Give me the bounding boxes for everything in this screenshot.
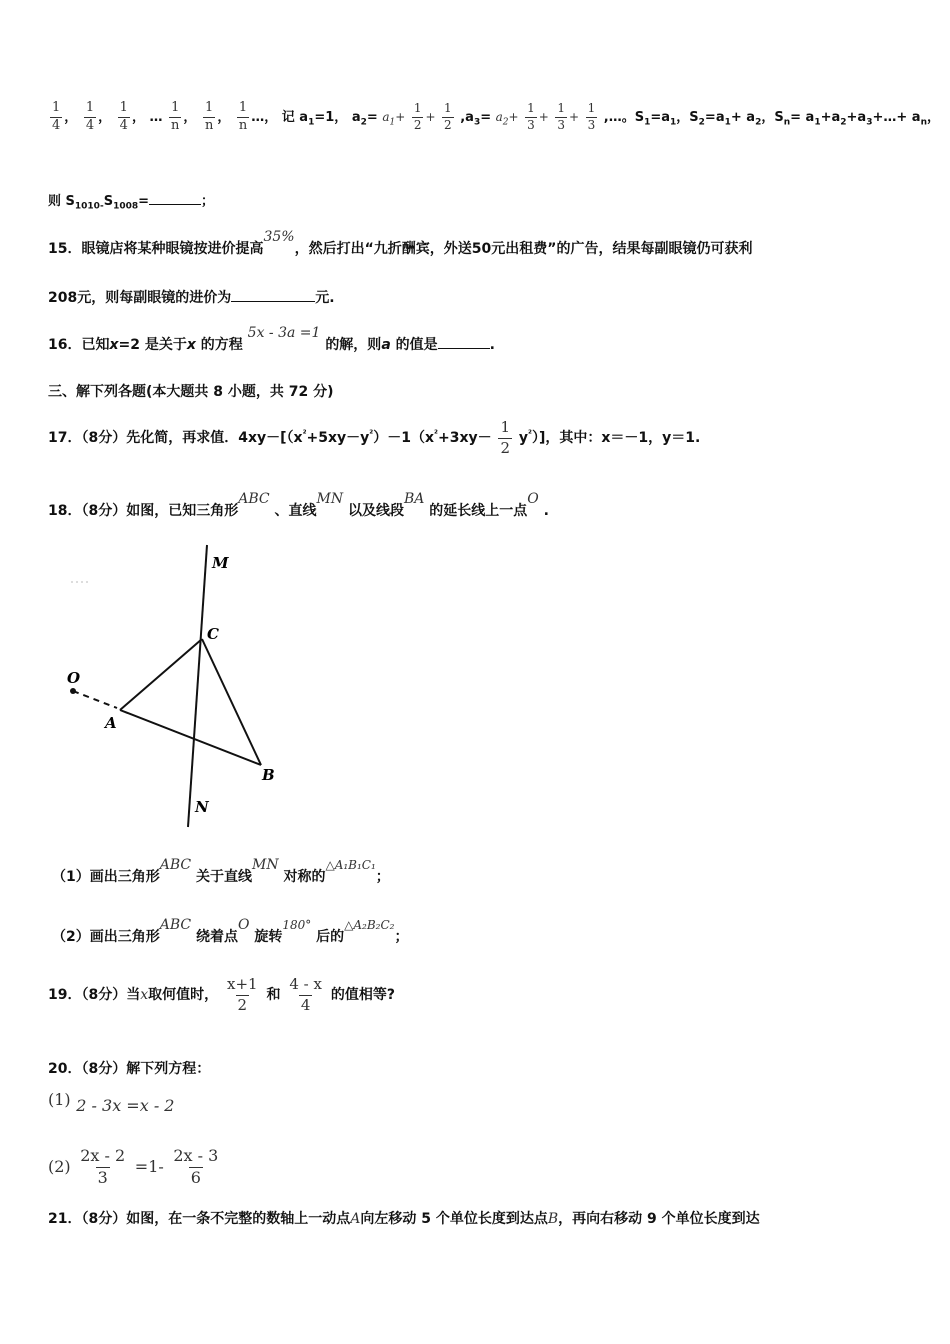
q15-line1: 15．眼镜店将某种眼镜按进价提高35%，然后打出“九折酬宾，外送50元出租费”的广告，结果每副眼镜仍可获利	[48, 229, 753, 257]
q20-part2: (2) $\frac{2x - 2}{3}$ =1- $\frac{2x - 3}{6}$	[48, 1146, 219, 1187]
answer-blank[interactable]	[438, 334, 490, 349]
label-b: B	[262, 766, 275, 784]
extension-oa	[73, 691, 117, 708]
q14-ask-line: 则 $S_{1010-}S_{1008}=$ ；	[48, 190, 214, 212]
triangle-figure	[55, 540, 295, 830]
frac-1-4: $\frac{1}{4}$	[52, 100, 61, 133]
line-mn	[188, 545, 207, 827]
frac-1-4: $\frac{1}{4}$	[119, 100, 128, 133]
frac-1-2: $\frac{1}{2}$	[444, 101, 452, 132]
q18-part2: （2）画出三角形ABC 绕着点O 旋转180° 后的△A₂B₂C₂；	[52, 917, 409, 945]
answer-blank[interactable]	[231, 287, 315, 302]
q20-part1: (1) 2 - 3x =x - 2	[48, 1090, 175, 1115]
q18-part1: （1）画出三角形ABC 关于直线MN 对称的△A₁B₁C₁；	[52, 857, 390, 885]
frac-1-2: $\frac{1}{2}$	[500, 418, 511, 457]
frac-1-n: $\frac{1}{n}$	[238, 100, 248, 133]
frac-1-3: $\frac{1}{3}$	[557, 101, 565, 132]
q15-line2: 208元，则每副眼镜的进价为 元.	[48, 287, 335, 307]
q21-line: 21．（8分）如图，在一条不完整的数轴上一动点A向左移动 5 个单位长度到达点B，再向右移动 9 个单位长度到达	[48, 1211, 760, 1227]
q16-line: 16．已知x=2 是关于x 的方程 5x - 3a =1 的解，则a 的值是 .	[48, 325, 495, 353]
frac-1-2: $\frac{1}{2}$	[413, 101, 422, 132]
label-c: C	[207, 625, 219, 643]
frac-1-3: $\frac{1}{3}$	[587, 101, 596, 132]
q19-line: 19．（8分）当x取何值时， $\frac{x+1}{2}$ 和 $\frac{4 - x}{4}$ 的值相等?	[48, 975, 395, 1014]
frac-1-n: $\frac{1}{n}$	[204, 100, 214, 133]
point-o	[70, 688, 76, 694]
label-a: A	[105, 714, 117, 732]
q18-line: 18．（8分）如图，已知三角形ABC 、直线MN 以及线段BA 的延长线上一点O .	[48, 491, 549, 519]
label-o: O	[67, 669, 81, 687]
label-n: N	[195, 798, 209, 816]
q20-title: 20．（8分）解下列方程：	[48, 1061, 211, 1077]
frac-1-4: $\frac{1}{4}$	[85, 100, 95, 133]
frac-4-minus-x-over-4: $\frac{4 - x}{4}$	[289, 975, 322, 1014]
frac-1-3: $\frac{1}{3}$	[527, 101, 535, 132]
frac-x-plus-1-over-2: $\frac{x+1}{2}$	[227, 975, 258, 1014]
q14-sequence-line: $\frac{1}{4}$ ， $\frac{1}{4}$ ， $\frac{1}{4}$ ， … $\frac{1}{n}$ ， $\frac{1}{n}$ ， $\frac{1}{n}$ …， 记 $a_1=1$， $a_2= a_1+$ $\frac{1}{2}$ + $\frac{1}{2}$ $,a_3= a_2+$ $\frac{1}{3}$ + $\frac{1}{3}$ + $\frac{1}{3}$ ,…。$S_1=a_1$，$S_2=a_1+ a_2$，$S_n=$ $a_1+a_2+a_3+\dots+ a_n$，	[52, 100, 940, 133]
frac-2x-minus-2-over-3: $\frac{2x - 2}{3}$	[80, 1146, 126, 1187]
frac-2x-minus-3-over-6: $\frac{2x - 3}{6}$	[173, 1146, 219, 1187]
label-m: M	[212, 554, 229, 572]
frac-1-n: $\frac{1}{n}$	[171, 100, 180, 133]
answer-blank[interactable]	[149, 190, 201, 205]
q17-line: 17．（8分）先化简，再求值．$4xy-[(x^{^2}+5xy-y^{^2})-1(x^{^2}+3xy-$ $\frac{1}{2}$ $y^{^2}$）]，其中：x＝－1，y＝1.	[48, 418, 701, 457]
side-ac	[120, 639, 202, 710]
section-3-heading: 三、解下列各题(本大题共 8 小题，共 72 分)	[48, 384, 334, 400]
